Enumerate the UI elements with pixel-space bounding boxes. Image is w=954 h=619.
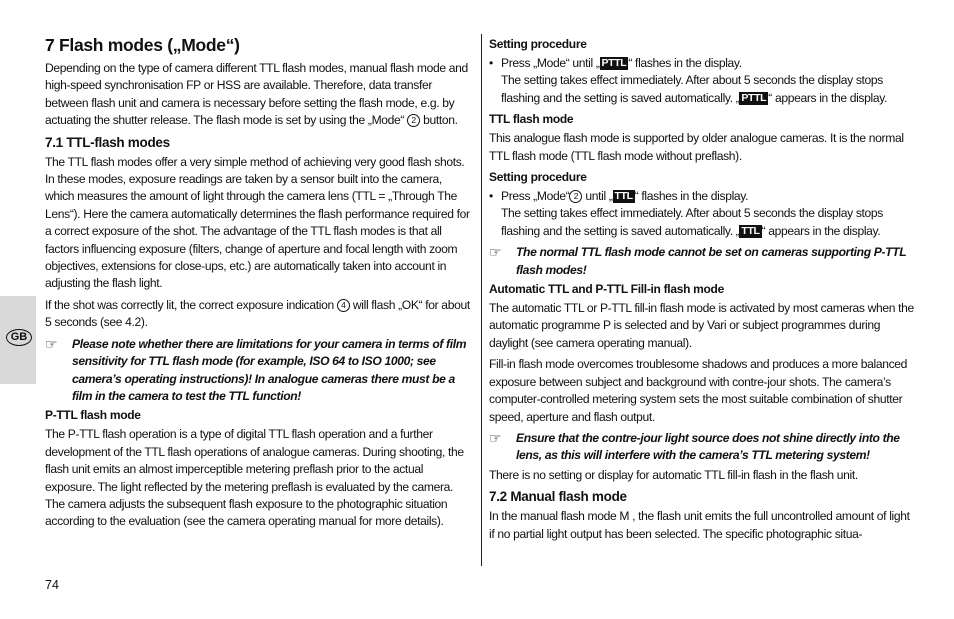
column-divider [481,34,482,566]
ttl-heading: TTL flash mode [489,112,574,127]
language-tab [0,296,36,384]
mode-button-reference: 2 [407,114,420,127]
pointing-hand-icon: ☞ [489,244,502,261]
ttl-setting-step: • Press „Mode“ 2 until „ TTL “ flashes in the display. The setting takes effect immediately. After about 5 seconds the display stops flashing and the setting is saved automatically. „ TTL “ appears in the display. [489,189,883,238]
pttl-heading: P-TTL flash mode [45,408,141,423]
setting-procedure-heading: Setting procedure [489,37,587,51]
pointing-hand-icon: ☞ [45,335,58,352]
setting-procedure-heading: Setting procedure [489,170,587,185]
mode-button-reference: 2 [569,190,582,203]
right-column [489,34,916,547]
pttl-display-icon: PTTL [741,91,767,104]
page-title: 7 Flash modes („Mode“) [45,35,240,55]
note-pttl-cameras: ☞ The normal TTL flash mode cannot be set on cameras supporting P-TTL flash modes! [489,244,916,279]
page-number: 74 [45,578,59,592]
ttl-display-icon: TTL [614,190,633,203]
note-contre-jour: ☞ Ensure that the contre-jour light source does not shine directly into the lens, as this will interfere with the camera’s TTL metering system! [489,430,916,465]
fill-in-paragraph-1: The automatic TTL or P-TTL fill-in flash mode is activated by most cameras when the automatic programme P is selected and by Vari or subject programmes during daylight (see camera operating manual). [489,301,914,350]
section-manual-heading: 7.2 Manual flash mode [489,489,627,505]
intro-paragraph: Depending on the type of camera different TTL flash modes, manual flash mode and high-speed synchronisation FP or HSS are available. Therefore, data transfer between flash unit and camera is necessary before setting the flash mode, e.g. by actuating the shutter release. The flash mode is set by using the „Mode“ 2 button. [45,61,468,128]
pointing-hand-icon: ☞ [489,429,502,446]
pttl-paragraph: The P-TTL flash operation is a type of digital TTL flash operation and a further development of the TTL flash operations of analogue cameras. During shooting, the flash unit emits an almost imperceptible metering preflash prior to the actual exposure. The light reflected by the metering preflash is evaluated by the camera. The camera adjusts the subsequent flash exposure to the photographic situation according to the evaluation (see the camera operating manual for more details). [45,427,464,529]
manual-paragraph: In the manual flash mode M , the flash unit emits the full uncontrolled amount of light if no partial light output has been selected. The specific photographic situa- [489,509,910,541]
pttl-setting-step: • Press „Mode“ until „ PTTL “ flashes in the display. The setting takes effect immediately. After about 5 seconds the display stops flashing and the setting is saved automatically. „ PTTL “ appears in the display. [489,56,888,105]
ttl-paragraph: This analogue flash mode is supported by older analogue cameras. It is the normal TTL flash mode (TTL flash mode without preflash). [489,131,904,163]
fill-in-paragraph-3: There is no setting or display for automatic TTL fill-in flash in the flash unit. [489,467,858,482]
ttl-display-icon: TTL [741,224,760,237]
left-column [45,34,472,535]
pttl-display-icon: PTTL [601,57,627,69]
ok-indication-paragraph: If the shot was correctly lit, the correct exposure indication 4 will flash „OK“ for about 5 seconds (see 4.2). [45,297,470,330]
fill-in-heading: Automatic TTL and P-TTL Fill-in flash mode [489,282,724,297]
note-film-sensitivity: ☞ Please note whether there are limitations for your camera in terms of film sensitivity for TTL flash mode (for example, ISO 64 to ISO 1000; see camera’s operating instructions)! In analogue cameras there must be a film in the camera to test the TTL function! [45,336,472,406]
ttl-modes-paragraph: The TTL flash modes offer a very simple method of achieving very good flash shots. In these modes, exposure readings are taken by a sensor built into the camera, which measures the amount of light through the camera lens (TTL = „Through The Lens“). Here the camera automatically determines the flash performance required for a correct exposure of the shot. The advantage of the TTL flash modes is that all factors influencing exposure (filters, change of aperture and focal length with zoom objectives, extensions for close-ups, etc.) are automatically taken into account in adjusting the flash light. [45,154,470,291]
section-ttl-modes-heading: 7.1 TTL-flash modes [45,134,170,150]
language-badge: GB [6,329,32,346]
exposure-indication-reference: 4 [337,299,350,312]
fill-in-paragraph-2: Fill-in flash mode overcomes troublesome shadows and produces a more balanced exposure between subject and background with contre-jour shots. The camera’s computer-controlled metering system sets the most suitable combination of shutter speed, aperture and flash output. [489,357,908,424]
